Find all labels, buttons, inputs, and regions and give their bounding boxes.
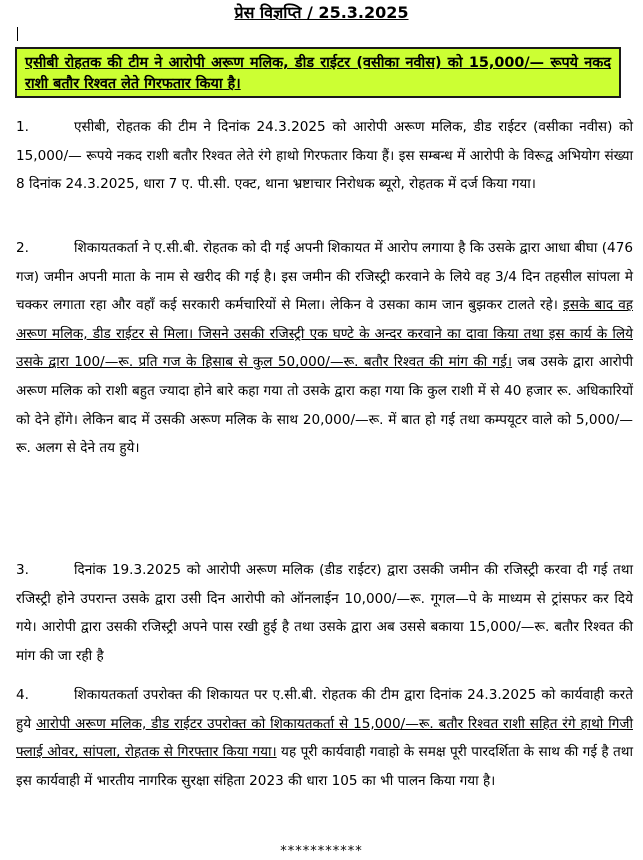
paragraph-number: 1. xyxy=(16,119,29,135)
paragraph-text: शिकायतकर्ता ने ए.सी.बी. रोहतक को दी गई अपनी शिकायत में आरोप लगाया है कि उसके द्वारा आधा बीघा (476 गज) जमीन अपनी माता के नाम से खरीद की गई है। इस जमीन की रजिस्ट्री करवाने के लिये वह 3/4 दिन तहसील सांपला मे चक्कर लगाता रहा और वहाँ कई सरकारी कर्मचारियों से मिला। लेकिन वे उसका काम जान बुझकर टालते रहे। xyxy=(16,240,633,314)
headline-box xyxy=(15,47,621,98)
paragraph-number: 3. xyxy=(16,562,29,578)
paragraph-text: दिनांक 19.3.2025 को आरोपी अरूण मलिक (डीड राईटर) द्वारा उसकी जमीन की रजिस्ट्री करवा दी गई तथा रजिस्ट्री होने उपरान्त उसके द्वारा उसी दिन आरोपी को ऑनलाईन 10,000/—रू. गूगल—पे के माध्यम से ट्रांसफर कर दिये गये। आरोपी द्वारा उसकी रजिस्ट्री अपने पास रखी हुई है तथा उसके द्वारा अब उससे बकाया 15,000/—रू. बतौर रिश्वत की मांग की जा रही है xyxy=(16,562,633,664)
underlined-text: आरोपी अरूण मलिक, डीड राईटर उपरोक्त को शिकायतकर्ता से 15,000/—रू. बतौर रिश्वत राशी सहित रंगे हाथो गिजी फ्लाई ओवर, सांपला, रोहतक से गिरफ्तार किया गया। xyxy=(16,715,633,761)
paragraph-1 xyxy=(16,113,633,199)
paragraph-4 xyxy=(16,681,633,795)
paragraph-text: यह पूरी कार्यवाही गवाहो के समक्ष पूरी पारदर्शिता के साथ की गई है तथा इस कार्यवाही में भारतीय नागरिक सुरक्षा संहिता 2023 की धारा 105 का भी पालन किया गया है। xyxy=(16,744,633,789)
paragraph-number: 4. xyxy=(16,687,29,703)
page-title-text: प्रेस विज्ञप्ति / 25.3.2025 xyxy=(234,3,409,22)
paragraph-number: 2. xyxy=(16,240,29,256)
underlined-text: इसके बाद वह अरूण मलिक, डीड राईटर से मिला। जिसने उसकी रजिस्ट्री एक घण्टे के अन्दर करवाने का दावा किया तथा इस कार्य के लिये उसके द्वारा 100/—रू. प्रति गज के हिसाब से कुल 50,000/—रू. बतौर रिश्वत की मांग की गई। xyxy=(16,297,633,371)
paragraph-2 xyxy=(16,234,633,463)
paragraph-text: एसीबी, रोहतक की टीम ने दिनांक 24.3.2025 को आरोपी अरूण मलिक, डीड राईटर (वसीका नवीस) को 15,000/— रूपये नकद राशी बतौर रिश्वत लेते रंगे हाथो गिरफतार किया हैं। इस सम्बन्ध में आरोपी के विरूद्व अभियोग संख्या 8 दिनांक 24.3.2025, धारा 7 ए. पी.सी. एक्ट, थाना भ्रष्टाचार निरोधक ब्यूरो, रोहतक में दर्ज किया गया। xyxy=(16,119,633,193)
text-cursor xyxy=(17,27,18,41)
paragraph-3 xyxy=(16,556,633,670)
page-title xyxy=(0,2,643,24)
headline-text: एसीबी रोहतक की टीम ने आरोपी अरूण मलिक, डीड राईटर (वसीका नवीस) को 15,000/— रूपये नकद राशी बतौर रिश्वत लेते गिरफतार किया है। xyxy=(25,55,611,92)
paragraph-text: जब उसके द्वारा आरोपी अरूण मलिक को राशी बहुत ज्यादा होने बारे कहा गया तो उसके द्वारा कहा गया कि कुल राशी में से 40 हजार रू. अधिकारियों को देने होंगे। लेकिन बाद में उसकी अरूण मलिक के साथ 20,000/—रू. में बात हो गई तथा कम्पयूटर वाले को 5,000/—रू. अलग से देने तय हुये। xyxy=(16,354,633,457)
paragraph-text: शिकायतकर्ता उपरोक्त की शिकायत पर ए.सी.बी. रोहतक की टीम द्वारा दिनांक 24.3.2025 को कार्यवाही करते हुये xyxy=(16,687,633,732)
end-stars: *********** xyxy=(280,844,363,859)
